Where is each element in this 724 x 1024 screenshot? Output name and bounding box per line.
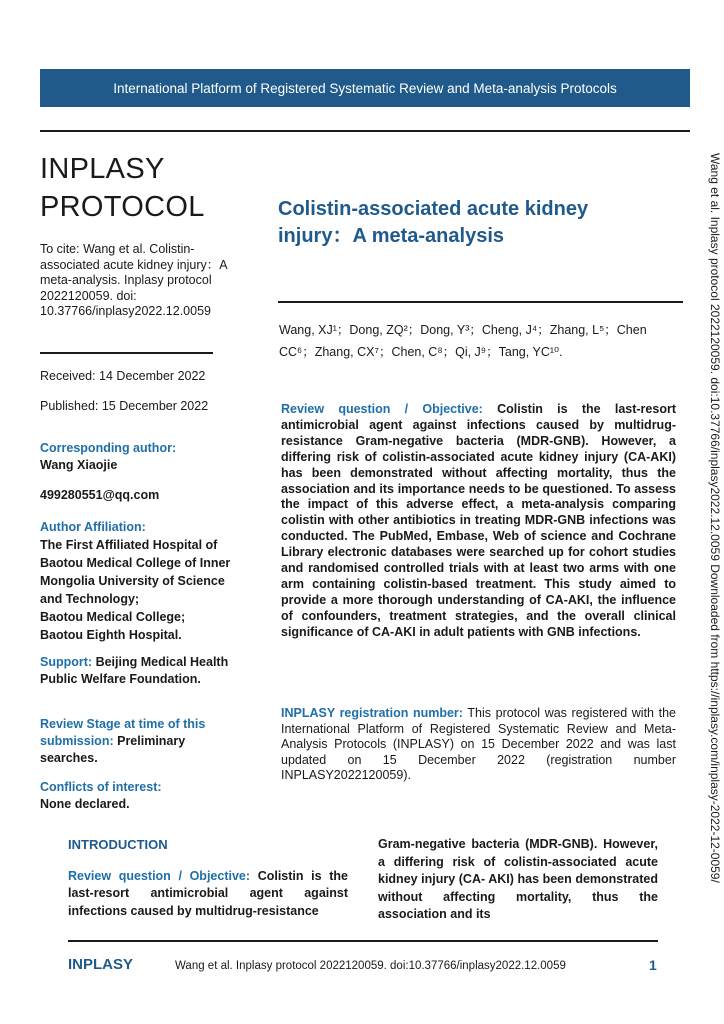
- protocol-brand: [40, 150, 205, 226]
- introduction-left-column: [68, 836, 348, 920]
- stage-label: Review Stage at time of this submission:: [40, 717, 206, 748]
- received-date: Received: 14 December 2022: [40, 369, 206, 383]
- affiliation-1: The First Affiliated Hospital of Baotou Medical College of Inner Mongolia University of Science and Technology;: [40, 538, 231, 606]
- banner-text: International Platform of Registered Systematic Review and Meta-analysis Protocols: [113, 80, 617, 96]
- article-title: Colistin-associated acute kidney injury：A meta-analysis: [278, 198, 589, 247]
- brand-line-1: INPLASY: [40, 153, 165, 185]
- stage-value: Preliminary searches.: [40, 734, 186, 765]
- published-date: Published: 15 December 2022: [40, 399, 209, 413]
- support-value: Beijing Medical Health Public Welfare Foundation.: [40, 655, 229, 686]
- conflicts-value: None declared.: [40, 797, 130, 811]
- corresponding-label: Corresponding author:: [40, 441, 177, 455]
- support-label: Support:: [40, 655, 93, 669]
- brand-line-2: PROTOCOL: [40, 191, 205, 223]
- footer-citation: Wang et al. Inplasy protocol 2022120059. doi:10.37766/inplasy2022.12.0059: [175, 960, 566, 972]
- introduction-right-column: [378, 836, 658, 924]
- conflicts-of-interest: [40, 779, 235, 813]
- page-number: 1: [649, 957, 657, 973]
- support: [40, 654, 235, 688]
- corresponding-name: Wang Xiaojie: [40, 458, 118, 472]
- author-affiliation: [40, 518, 235, 644]
- registration-text: This protocol was registered with the International Platform of Registered Systematic Review and Meta-Analysis Protocols (INPLASY) on 15 December 2022 and was last updated on 15 December 2022 (registration number INPLASY2022120059).: [281, 706, 676, 783]
- author-email[interactable]: 499280551@qq.com: [40, 488, 160, 502]
- abstract-lead: Review question / Objective:: [281, 402, 483, 416]
- affiliation-label: Author Affiliation:: [40, 520, 146, 534]
- registration-lead: INPLASY registration number:: [281, 706, 463, 720]
- registration-info: [281, 706, 676, 784]
- introduction-lead: Review question / Objective:: [68, 868, 251, 883]
- introduction-heading: INTRODUCTION: [68, 837, 168, 852]
- affiliation-3: Baotou Eighth Hospital.: [40, 628, 182, 642]
- title-rule: [278, 301, 683, 303]
- citation-text: To cite: Wang et al. Colistin-associated acute kidney injury：A meta-analysis. Inplasy protocol 2022120059. doi: 10.37766/inplasy2022.12.0059: [40, 242, 227, 318]
- introduction-left-text: Colistin is the last-resort antimicrobial agent against infections caused by multidrug-resistance: [68, 868, 348, 918]
- author-list: Wang, XJ¹；Dong, ZQ²；Dong, Y³；Cheng, J⁴；Zhang, L⁵；Chen CC⁶；Zhang, CX⁷；Chen, C⁸；Qi, J⁹；Tang, YC¹⁰.: [279, 323, 647, 359]
- side-note-text: Wang et al. Inplasy protocol 2022120059. doi:10.37766/inplasy2022.12.0059 Downloaded from https://inplasy.com/inplasy-2022-12-0059/: [708, 153, 722, 883]
- footer-rule: [68, 940, 658, 942]
- conflicts-label: Conflicts of interest:: [40, 780, 162, 794]
- abstract-text: Colistin is the last-resort antimicrobial agent against infections caused by multidrug-resistance Gram-negative bacteria (MDR-GNB). However, a differing risk of colistin-associated acute kidney injury (CA-AKI) has been demonstrated without affecting mortality, thus the association and its importance needs to be questioned. To assess the impact of this adverse effect, a meta-analysis comparing colistin with other antibiotics in treating MDR-GNB infections was conducted. The PubMed, Embase, Web of science and Cochrane Library electronic databases were searched up for cohort studies and randomised controlled trials with at least two arms with one arm containing colistin-based treatment. This study aimed to provide a more thorough understanding of CA-AKI, the influence of confounders, treatment strategies, and the overall clinical significance of CA-AKI in adult patients with GNB infections.: [281, 402, 676, 639]
- side-download-note: [708, 153, 722, 913]
- corresponding-author: [40, 440, 235, 474]
- sidebar-rule: [40, 352, 213, 354]
- affiliation-2: Baotou Medical College;: [40, 610, 186, 624]
- footer-brand: INPLASY: [68, 956, 134, 973]
- review-stage: [40, 716, 235, 767]
- introduction-right-text: Gram-negative bacteria (MDR-GNB). However, a differing risk of colistin-associated acute kidney injury (CA- AKI) has been demonstrated without affecting mortality, thus the association and its: [378, 837, 658, 921]
- top-rule: [40, 130, 690, 132]
- header-banner: [40, 69, 690, 107]
- abstract: [281, 402, 676, 641]
